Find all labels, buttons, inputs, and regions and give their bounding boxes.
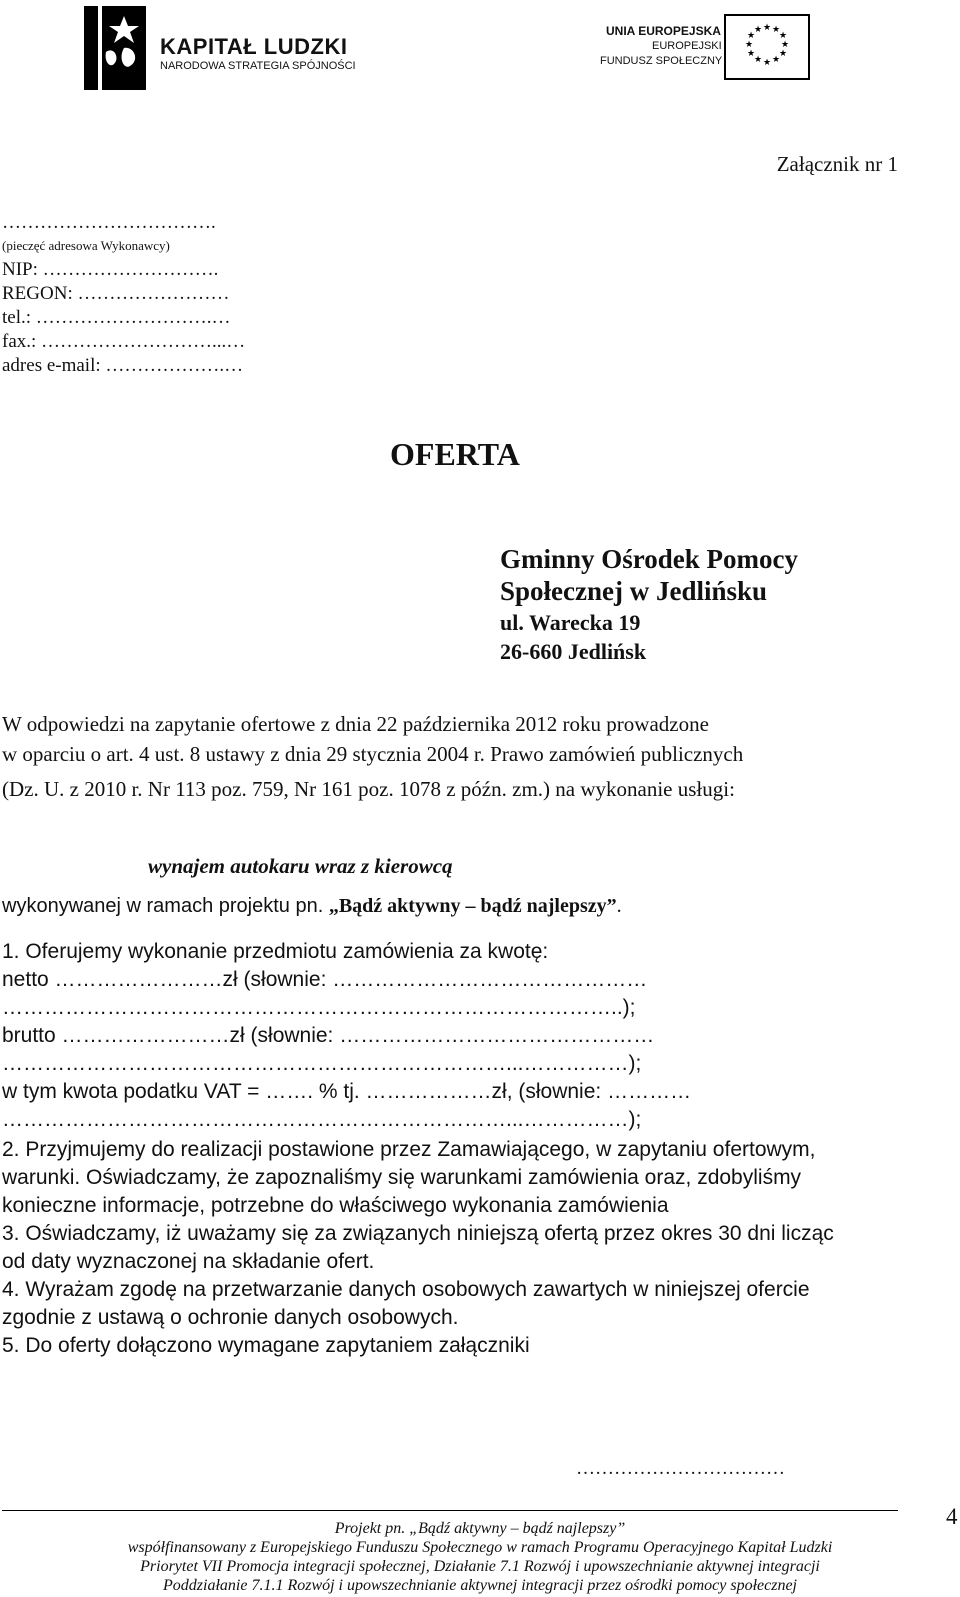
- recipient-city: 26-660 Jedlińsk: [500, 639, 647, 664]
- svg-text:★: ★: [771, 55, 781, 65]
- project-suffix: .: [616, 895, 622, 917]
- project-name: „Bądź aktywny – bądź najlepszy”: [328, 895, 617, 917]
- kapital-ludzki-subtitle: NARODOWA STRATEGIA SPÓJNOŚCI: [160, 60, 356, 72]
- offer-vat: w tym kwota podatku VAT = ……. % tj. ………………zł, (słownie: …………: [2, 1080, 692, 1103]
- svg-text:★: ★: [753, 55, 763, 65]
- svg-text:★: ★: [762, 58, 772, 68]
- svg-text:★: ★: [780, 40, 790, 50]
- annex-label: Załącznik nr 1: [776, 152, 898, 176]
- kapital-ludzki-logo: [84, 2, 354, 94]
- intro-line3: (Dz. U. z 2010 r. Nr 113 poz. 759, Nr 161 poz. 1078 z późn. zm.) na wykonanie usługi:: [2, 777, 735, 801]
- eu-logo-line1: UNIA EUROPEJSKA: [606, 24, 721, 38]
- page-number: 4: [946, 1504, 958, 1529]
- contractor-stamp-dots: …………………………….: [2, 212, 216, 233]
- svg-text:★: ★: [762, 23, 772, 33]
- intro-line1: W odpowiedzi na zapytanie ofertowe z dnia 22 października 2012 roku prowadzone: [2, 712, 709, 736]
- tel-field: tel.: ……………………….…: [2, 307, 231, 328]
- signature-dots: ……………………………: [576, 1458, 785, 1479]
- offer-point-4-line1: 4. Wyrażam zgodę na przetwarzanie danych osobowych zawartych w niniejszej ofercie: [2, 1278, 810, 1301]
- footer-divider: [2, 1510, 898, 1511]
- offer-netto: netto ……………………zł (słownie: ………………………………………: [2, 968, 648, 991]
- offer-brutto-words: ………………………………………………………………...……………);: [2, 1052, 642, 1075]
- project-line: [2, 895, 622, 918]
- recipient-line1: Gminny Ośrodek Pomocy: [500, 544, 799, 574]
- offer-point-2-line3: konieczne informacje, potrzebne do właściwego wykonania zamówienia: [2, 1194, 669, 1217]
- eu-logo: [598, 14, 826, 82]
- offer-netto-words: ……………………………………………………………………………..);: [2, 996, 636, 1019]
- recipient-line2: Społecznej w Jedlińsku: [500, 576, 768, 606]
- recipient-street: ul. Warecka 19: [500, 610, 641, 635]
- footer-line3: Priorytet VII Promocja integracji społecznej, Działanie 7.1 Rozwój i upowszechnianie aktywnej integracji: [140, 1558, 820, 1575]
- svg-text:★: ★: [746, 49, 756, 59]
- service-description: wynajem autokaru wraz z kierowcą: [148, 854, 453, 878]
- offer-vat-words: ………………………………………………………………...……………);: [2, 1108, 642, 1131]
- footer-line1: Projekt pn. „Bądź aktywny – bądź najlepszy”: [334, 1520, 626, 1537]
- offer-point-3-line2: od daty wyznaczonej na składanie ofert.: [2, 1250, 375, 1273]
- footer-line4: Poddziałanie 7.1.1 Rozwój i upowszechnianie aktywnej integracji przez ośrodki pomocy społecznej: [163, 1577, 797, 1594]
- eu-logo-line3: FUNDUSZ SPOŁECZNY: [600, 55, 723, 67]
- offer-point-4-line2: zgodnie z ustawą o ochronie danych osobowych.: [2, 1306, 459, 1329]
- svg-text:★: ★: [746, 31, 756, 41]
- offer-point-5: 5. Do oferty dołączono wymagane zapytaniem załączniki: [2, 1334, 530, 1357]
- svg-text:★: ★: [778, 31, 788, 41]
- project-prefix: wykonywanej w ramach projektu pn.: [2, 895, 329, 917]
- svg-text:★: ★: [771, 25, 781, 35]
- footer-line2: współfinansowany z Europejskiego Funduszu Społecznego w ramach Programu Operacyjnego Kapitał Ludzki: [127, 1539, 833, 1556]
- eu-flag-icon: [724, 14, 810, 80]
- kapital-ludzki-title: KAPITAŁ LUDZKI: [160, 34, 348, 59]
- svg-text:★: ★: [753, 25, 763, 35]
- contractor-stamp-note: (pieczęć adresowa Wykonawcy): [2, 238, 170, 253]
- offer-point-2-line2: warunki. Oświadczamy, że zapoznaliśmy się warunkami zamówienia oraz, zdobyliśmy: [2, 1166, 802, 1189]
- svg-text:★: ★: [778, 49, 788, 59]
- intro-line2: w oparciu o art. 4 ust. 8 ustawy z dnia 29 stycznia 2004 r. Prawo zamówień publicznych: [2, 742, 744, 766]
- offer-brutto: brutto ……………………zł (słownie: ………………………………………: [2, 1024, 655, 1047]
- eu-logo-line2: EUROPEJSKI: [652, 40, 722, 52]
- document-title: OFERTA: [390, 436, 520, 472]
- offer-point-1: 1. Oferujemy wykonanie przedmiotu zamówienia za kwotę:: [2, 940, 549, 963]
- offer-point-3-line1: 3. Oświadczamy, iż uważamy się za związanych niniejszą ofertą przez okres 30 dni licząc: [2, 1222, 834, 1245]
- regon-field: REGON: ……………………: [2, 283, 230, 304]
- nip-field: NIP: ……………………….: [2, 259, 219, 280]
- fax-field: fax.: ………………………...…: [2, 331, 246, 352]
- svg-text:★: ★: [744, 40, 754, 50]
- offer-point-2-line1: 2. Przyjmujemy do realizacji postawione przez Zamawiającego, w zapytaniu ofertowym,: [2, 1138, 816, 1161]
- email-field: adres e-mail: ……………….…: [2, 355, 244, 376]
